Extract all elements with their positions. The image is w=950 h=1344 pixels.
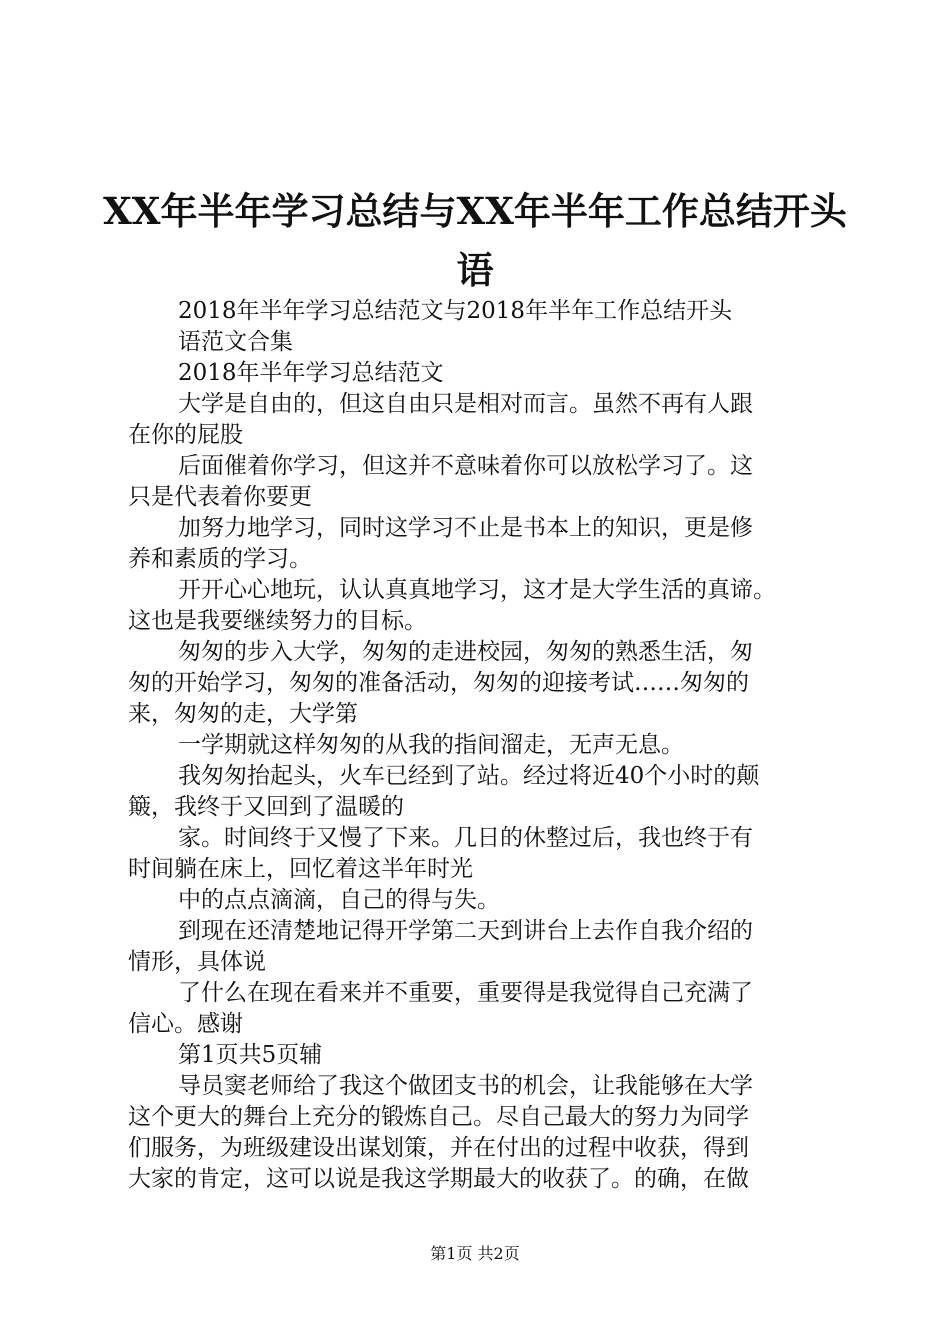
body-line: 语范文合集 <box>178 329 293 355</box>
body-line: 情形，具体说 <box>128 949 266 975</box>
body-line: 簸，我终于又回到了温暖的 <box>128 794 404 820</box>
body-line: 2018年半年学习总结范文与2018年半年工作总结开头 <box>178 298 733 324</box>
body-line: 大学是自由的，但这自由只是相对而言。虽然不再有人跟 <box>178 391 753 417</box>
body-line: 第1页共5页辅 <box>178 1042 323 1068</box>
body-line: 匆匆的步入大学，匆匆的走进校园，匆匆的熟悉生活，匆 <box>178 639 753 665</box>
document-title-line-2: 语 <box>456 248 494 292</box>
body-line: 这个更大的舞台上充分的锻炼自己。尽自己最大的努力为同学 <box>128 1104 749 1130</box>
body-line: 匆的开始学习，匆匆的准备活动，匆匆的迎接考试……匆匆的 <box>128 670 749 696</box>
body-line: 后面催着你学习，但这并不意味着你可以放松学习了。这 <box>178 453 753 479</box>
body-line: 养和素质的学习。 <box>128 546 312 572</box>
body-line: 中的点点滴滴，自己的得与失。 <box>178 887 500 913</box>
body-line: 加努力地学习，同时这学习不止是书本上的知识，更是修 <box>178 515 753 541</box>
body-line: 了什么在现在看来并不重要，重要得是我觉得自己充满了 <box>178 980 753 1006</box>
body-line: 家。时间终于又慢了下来。几日的休整过后，我也终于有 <box>178 825 753 851</box>
document-body <box>128 296 834 1195</box>
body-line: 只是代表着你要更 <box>128 484 312 510</box>
body-line: 来，匆匆的走，大学第 <box>128 701 358 727</box>
body-line: 大家的肯定，这可以说是我这学期最大的收获了。的确，在做 <box>128 1166 749 1192</box>
body-line: 一学期就这样匆匆的从我的指间溜走，无声无息。 <box>178 732 684 758</box>
body-line: 在你的屁股 <box>128 422 243 448</box>
body-line: 们服务，为班级建设出谋划策，并在付出的过程中收获，得到 <box>128 1135 749 1161</box>
document-title-line-1: XX年半年学习总结与XX年半年工作总结开头 <box>103 189 847 233</box>
body-line: 导员窦老师给了我这个做团支书的机会，让我能够在大学 <box>178 1073 753 1099</box>
body-line: 我匆匆抬起头，火车已经到了站。经过将近40个小时的颠 <box>178 763 760 789</box>
body-line: 这也是我要继续努力的目标。 <box>128 608 427 634</box>
page-footer: 第1页 共2页 <box>430 1244 520 1263</box>
body-line: 到现在还清楚地记得开学第二天到讲台上去作自我介绍的 <box>178 918 753 944</box>
body-line: 时间躺在床上，回忆着这半年时光 <box>128 856 473 882</box>
body-line: 开开心心地玩，认认真真地学习，这才是大学生活的真谛。 <box>178 577 776 603</box>
body-line: 信心。感谢 <box>128 1011 243 1037</box>
body-line: 2018年半年学习总结范文 <box>178 360 444 386</box>
